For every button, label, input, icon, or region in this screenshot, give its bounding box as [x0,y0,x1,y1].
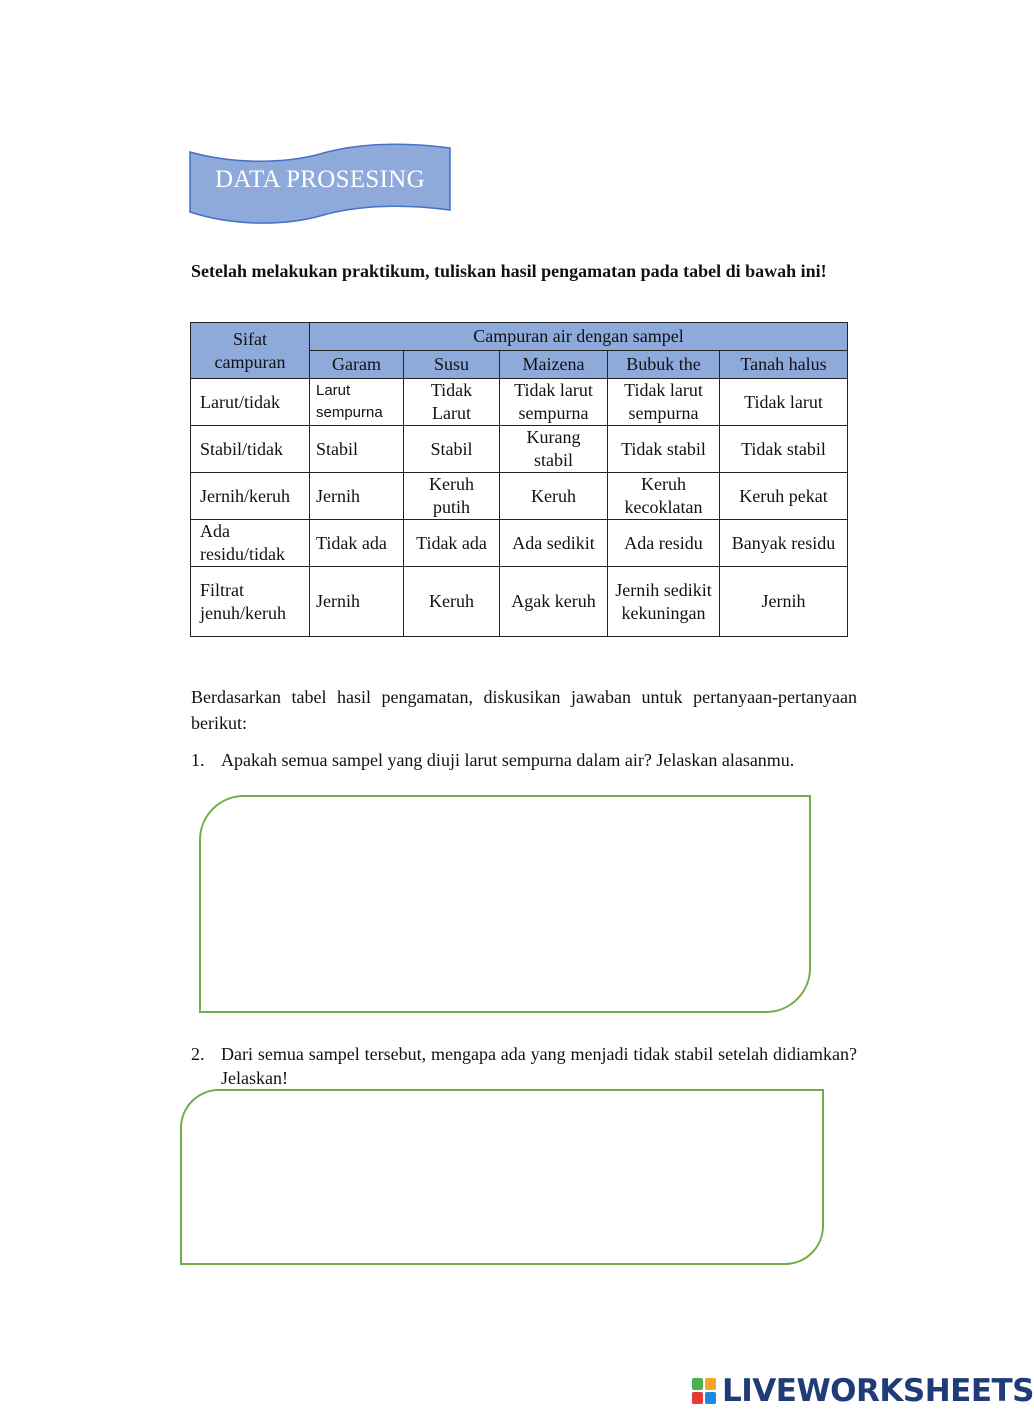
question-1 [191,748,857,772]
section-banner [188,144,454,220]
table-row [191,379,848,426]
table-cell: Keruh [404,567,500,637]
logo-wordmark: LIVEWORKSHEETS [722,1373,1034,1409]
table-cell: Tidak ada [310,520,404,567]
group-header: Campuran air dengan sampel [310,323,848,351]
instruction-text: Setelah melakukan praktikum, tuliskan hasil pengamatan pada tabel di bawah ini! [191,261,827,281]
table-cell: Tidak Larut [404,379,500,426]
table-cell: Tidak ada [404,520,500,567]
answer-2-input[interactable] [196,1104,808,1252]
table-cell: Jernih [720,567,848,637]
table-cell: Stabil [404,426,500,473]
table-cell: Tidak stabil [608,426,720,473]
question-text: Apakah semua sampel yang diuji larut sempurna dalam air? Jelaskan alasanmu. [221,750,795,770]
column-header: Tanah halus [720,351,848,379]
liveworksheets-logo-icon [690,1376,718,1406]
table-cell: Banyak residu [720,520,848,567]
question-text: Dari semua sampel tersebut, mengapa ada yang menjadi tidak stabil setelah didiamkan? Jelaskan! [221,1044,857,1088]
row-label: Larut/tidak [191,379,310,426]
question-number: 2. [191,1044,205,1064]
intro-paragraph: Berdasarkan tabel hasil pengamatan, diskusikan jawaban untuk pertanyaan-pertanyaan berikut: [191,687,857,733]
table-cell: Jernih [310,473,404,520]
table-cell: Ada residu [608,520,720,567]
row-label: Ada residu/tidak [191,520,310,567]
row-label: Jernih/keruh [191,473,310,520]
table-cell: Tidak larut [720,379,848,426]
corner-header: Sifat campuran [191,323,310,379]
table-row [191,567,848,637]
table-cell: Keruh pekat [720,473,848,520]
table-cell: Ada sedikit [500,520,608,567]
table-cell: Agak keruh [500,567,608,637]
table-row [191,426,848,473]
answer-1-input[interactable] [214,810,798,1000]
question-2 [191,1042,857,1090]
table-cell: Tidak larut sempurna [500,379,608,426]
column-header: Garam [310,351,404,379]
column-header: Maizena [500,351,608,379]
column-header: Susu [404,351,500,379]
table-cell: Jernih [310,567,404,637]
question-number: 1. [191,750,205,770]
observation-table [190,322,848,637]
table-cell: Tidak stabil [720,426,848,473]
table-row [191,520,848,567]
table-cell: Keruh kecoklatan [608,473,720,520]
row-label: Filtrat jenuh/keruh [191,567,310,637]
table-cell: Larut sempurna [310,379,404,426]
banner-title: DATA PROSESING [215,166,425,193]
column-header: Bubuk the [608,351,720,379]
table-cell: Kurang stabil [500,426,608,473]
row-label: Stabil/tidak [191,426,310,473]
table-cell: Stabil [310,426,404,473]
table-row [191,473,848,520]
table-cell: Keruh [500,473,608,520]
table-cell: Jernih sedikit kekuningan [608,567,720,637]
table-cell: Keruh putih [404,473,500,520]
liveworksheets-logo [690,1374,1034,1408]
table-cell: Tidak larut sempurna [608,379,720,426]
